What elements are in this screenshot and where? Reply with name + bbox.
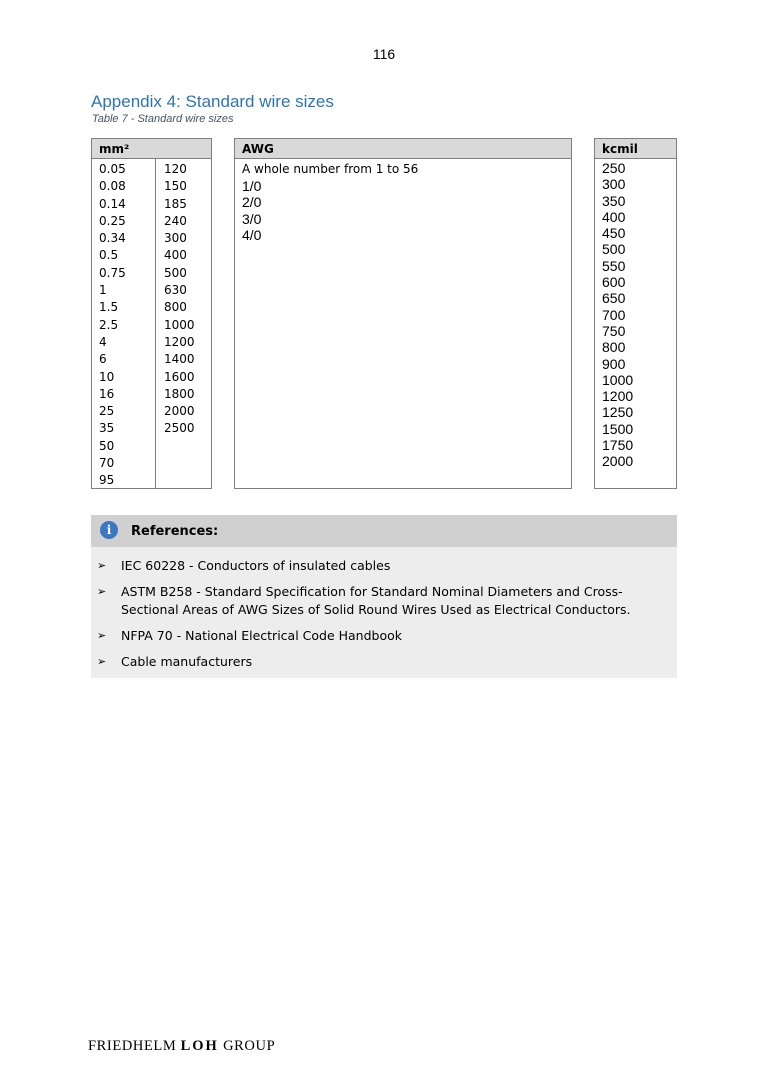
reference-item bbox=[91, 583, 677, 619]
table-cell: 150 bbox=[164, 179, 187, 194]
table-cell: 0.34 bbox=[99, 231, 126, 246]
table-cell: 1500 bbox=[602, 420, 634, 437]
table-cell: 50 bbox=[99, 438, 115, 453]
table-cell: 1200 bbox=[164, 334, 195, 349]
awg-range-text: A whole number from 1 to 56 bbox=[242, 162, 419, 176]
table-cell: 0.75 bbox=[99, 265, 126, 280]
table-cell: 650 bbox=[602, 290, 626, 307]
table-cell: 70 bbox=[99, 456, 115, 471]
reference-text: IEC 60228 - Conductors of insulated cables bbox=[121, 558, 391, 573]
awg-table bbox=[234, 138, 572, 489]
table-cell: 240 bbox=[164, 213, 187, 228]
table-cell: 1400 bbox=[164, 352, 195, 367]
table-cell: 1 bbox=[99, 283, 107, 298]
table-cell: 185 bbox=[164, 196, 187, 211]
references-title: References: bbox=[131, 524, 219, 539]
table-cell: 2000 bbox=[602, 453, 634, 470]
reference-text: NFPA 70 - National Electrical Code Handbook bbox=[121, 628, 403, 643]
table-cell: 400 bbox=[602, 208, 626, 225]
kcmil-table bbox=[594, 138, 677, 489]
table-cell: 400 bbox=[164, 248, 187, 263]
table-cell: 350 bbox=[602, 192, 626, 209]
footer-text-friedhelm: FRIEDHELM bbox=[88, 1038, 177, 1054]
table-cell: 500 bbox=[164, 265, 187, 280]
mm2-column-2 bbox=[164, 161, 195, 438]
mm2-table bbox=[91, 138, 212, 489]
section-title: Appendix 4: Standard wire sizes bbox=[91, 92, 334, 111]
table-cell: 750 bbox=[602, 322, 626, 339]
reference-item bbox=[91, 653, 677, 671]
table-cell: 1600 bbox=[164, 369, 195, 384]
table-cell: 2000 bbox=[164, 404, 195, 419]
table-cell: 1000 bbox=[164, 317, 195, 332]
table-cell: 2.5 bbox=[99, 317, 119, 332]
table-cell: 4/0 bbox=[242, 226, 262, 243]
table-cell: 500 bbox=[602, 241, 626, 258]
table-cell: 550 bbox=[602, 257, 626, 274]
table-cell: 1750 bbox=[602, 437, 634, 454]
awg-header: AWG bbox=[235, 139, 571, 159]
arrow-bullet-icon: ➢ bbox=[97, 559, 107, 572]
table-cell: 0.14 bbox=[99, 196, 126, 211]
table-cell: 4 bbox=[99, 334, 107, 349]
table-caption: Table 7 - Standard wire sizes bbox=[92, 113, 234, 125]
footer-text-group: GROUP bbox=[223, 1038, 276, 1054]
footer-logo bbox=[88, 1038, 275, 1055]
table-cell: 35 bbox=[99, 421, 115, 436]
table-cell: 95 bbox=[99, 473, 115, 488]
references-list bbox=[91, 547, 677, 671]
mm2-header: mm² bbox=[92, 139, 211, 159]
arrow-bullet-icon: ➢ bbox=[97, 585, 107, 598]
reference-item bbox=[91, 627, 677, 645]
footer-text-loh: LOH bbox=[180, 1038, 219, 1054]
kcmil-header: kcmil bbox=[595, 139, 676, 159]
table-cell: 1/0 bbox=[242, 178, 262, 194]
reference-item bbox=[91, 557, 677, 575]
info-icon: i bbox=[100, 521, 118, 539]
table-cell: 25 bbox=[99, 404, 115, 419]
table-cell: 1200 bbox=[602, 388, 634, 405]
table-cell: 600 bbox=[602, 274, 626, 291]
table-cell: 630 bbox=[164, 283, 187, 298]
table-cell: 800 bbox=[602, 339, 626, 356]
table-cell: 250 bbox=[602, 160, 626, 176]
table-cell: 0.5 bbox=[99, 248, 119, 263]
table-cell: 120 bbox=[164, 162, 187, 176]
column-divider bbox=[155, 159, 156, 488]
table-cell: 700 bbox=[602, 306, 626, 323]
reference-text: Cable manufacturers bbox=[121, 654, 253, 669]
references-box bbox=[91, 515, 677, 678]
table-cell: 3/0 bbox=[242, 210, 262, 227]
table-cell: 1000 bbox=[602, 371, 634, 388]
table-cell: 0.08 bbox=[99, 179, 126, 194]
mm2-column-1 bbox=[99, 161, 126, 490]
table-cell: 6 bbox=[99, 352, 107, 367]
references-header bbox=[91, 515, 677, 547]
table-cell: 0.05 bbox=[99, 162, 126, 176]
table-cell: 2/0 bbox=[242, 194, 262, 211]
arrow-bullet-icon: ➢ bbox=[97, 629, 107, 642]
page-number: 116 bbox=[372, 46, 396, 62]
table-cell: 900 bbox=[602, 355, 626, 372]
table-cell: 10 bbox=[99, 369, 115, 384]
table-cell: 800 bbox=[164, 300, 187, 315]
table-cell: 300 bbox=[164, 231, 187, 246]
table-cell: 16 bbox=[99, 386, 115, 401]
table-cell: 1800 bbox=[164, 386, 195, 401]
table-cell: 1.5 bbox=[99, 300, 119, 315]
table-cell: 450 bbox=[602, 225, 626, 242]
reference-text: ASTM B258 - Standard Specification for Standard Nominal Diameters and Cross-Sectional Areas of AWG Sizes of Solid Round Wires Used as Electrical Conductors. bbox=[121, 584, 631, 617]
arrow-bullet-icon: ➢ bbox=[97, 655, 107, 668]
table-cell: 300 bbox=[602, 176, 626, 193]
table-cell: 2500 bbox=[164, 421, 195, 436]
table-cell: 1250 bbox=[602, 404, 634, 421]
table-cell: 0.25 bbox=[99, 213, 126, 228]
